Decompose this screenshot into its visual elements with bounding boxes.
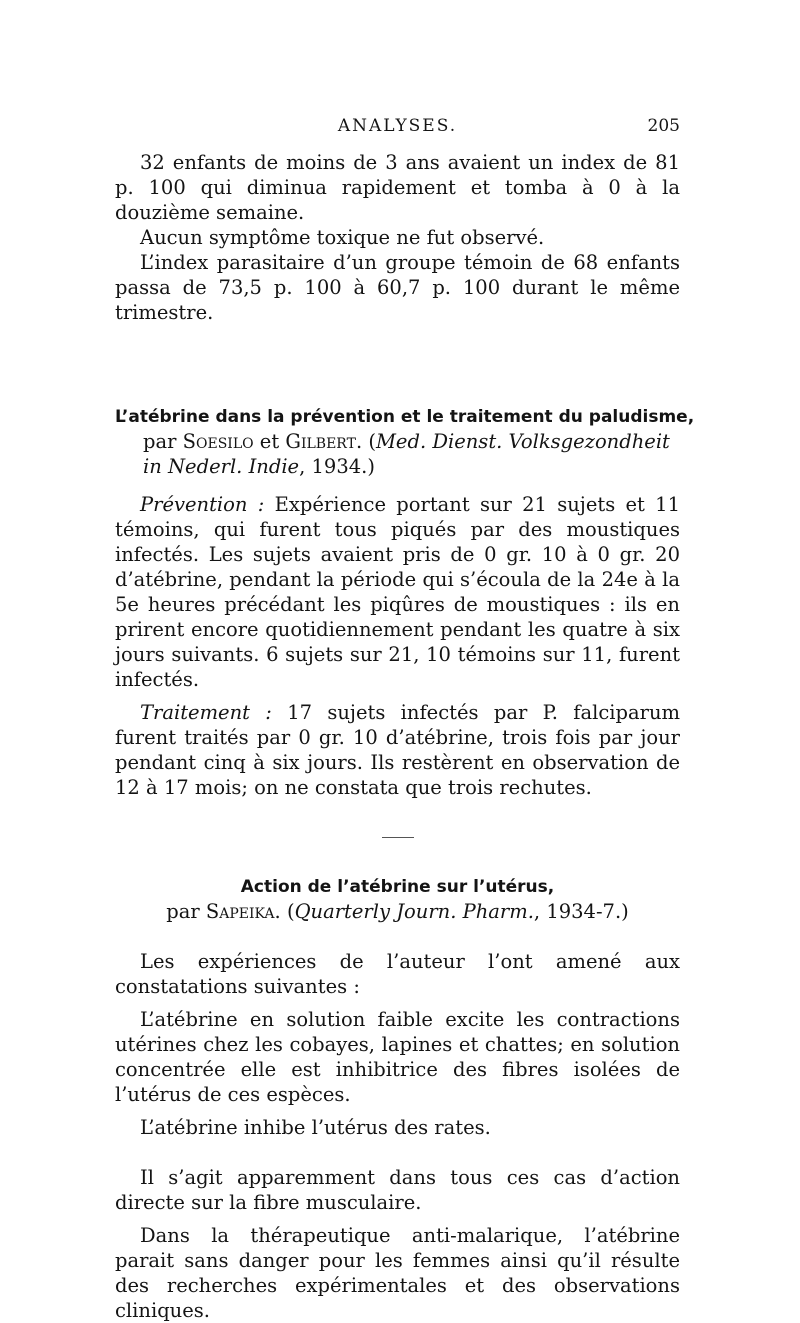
running-title: ANALYSES. bbox=[337, 116, 458, 136]
traitement-text: 17 sujets infectés par P. falciparum furent traités par 0 gr. 10 d’atébrine, trois fois par jour pendant cinq à six jours. Ils restèrent en observation de 12 à 17 mois; on ne constata que trois rechutes. bbox=[115, 701, 680, 799]
page-body bbox=[115, 150, 695, 1323]
author-name: Sapeika bbox=[205, 900, 275, 923]
abstract-2-title: Action de l’atébrine sur l’utérus, bbox=[240, 877, 555, 897]
abstract-2 bbox=[115, 875, 680, 1323]
prevention-paragraph bbox=[115, 492, 680, 692]
continued-paragraph-2: Aucun symptôme toxique ne fut observé. bbox=[140, 226, 545, 249]
abstract-2-paragraph-5: Dans la thérapeutique anti-malarique, l’atébrine parait sans danger pour les femmes ainsi qu’il résulte des recherches expérimentales et des observations cliniques. bbox=[115, 1224, 680, 1322]
prevention-label: Prévention : bbox=[140, 493, 265, 516]
by-word: par bbox=[143, 430, 177, 453]
continued-paragraph-1: 32 enfants de moins de 3 ans avaient un index de 81 p. 100 qui diminua rapidement et tomba à 0 à la douzième semaine. bbox=[115, 151, 680, 224]
page-header bbox=[115, 116, 680, 140]
author-name: Gilbert bbox=[285, 430, 356, 453]
by-word: par bbox=[166, 900, 200, 923]
continued-paragraph-3: L’index parasitaire d’un groupe témoin de 68 enfants passa de 73,5 p. 100 à 60,7 p. 100 durant le même trimestre. bbox=[115, 251, 680, 324]
prevention-text: Expérience portant sur 21 sujets et 11 témoins, qui furent tous piqués par des moustiques infectés. Les sujets avaient pris de 0 gr. 10 à 0 gr. 20 d’atébrine, pendant la période qui s’écoula de la 24e à la 5e heures précédant les piqûres de moustiques : ils en prirent encore quotidiennement pendant les quatre à six jours suivants. 6 sujets sur 21, 10 témoins sur 11, furent infectés. bbox=[115, 493, 680, 691]
abstract-1-title: L’atébrine dans la prévention et le traitement du paludisme, bbox=[115, 407, 695, 427]
reference-open: . ( bbox=[274, 900, 295, 923]
reference-year: , 1934-7.) bbox=[533, 900, 629, 923]
abstract-2-paragraph-2: L’atébrine en solution faible excite les contractions utérines chez les cobayes, lapines et chattes; en solution concentrée elle est inhibitrice des fibres isolées de l’utérus de ces espèces. bbox=[115, 1008, 680, 1106]
reference-year: , 1934.) bbox=[299, 455, 375, 478]
author-name: Soesilo bbox=[182, 430, 254, 453]
abstract-2-paragraph-3: L’atébrine inhibe l’utérus des rates. bbox=[140, 1116, 491, 1139]
page-number: 205 bbox=[647, 116, 680, 136]
abstract-1 bbox=[115, 405, 695, 800]
and-word: et bbox=[259, 430, 280, 453]
abstract-2-paragraph-4: Il s’agit apparemment dans tous ces cas d’action directe sur la fibre musculaire. bbox=[115, 1166, 680, 1214]
abstract-2-paragraph-1: Les expériences de l’auteur l’ont amené aux constatations suivantes : bbox=[115, 950, 680, 998]
abstract-1-byline bbox=[115, 429, 680, 479]
journal-title: Med. Dienst. Volksgezondheit in Nederl. Indie bbox=[143, 430, 670, 478]
journal-title: Quarterly Journ. Pharm. bbox=[294, 900, 534, 923]
traitement-label: Traitement : bbox=[140, 701, 272, 724]
traitement-paragraph bbox=[115, 700, 680, 800]
abstract-2-byline bbox=[115, 899, 680, 924]
reference-open: . ( bbox=[355, 430, 376, 453]
